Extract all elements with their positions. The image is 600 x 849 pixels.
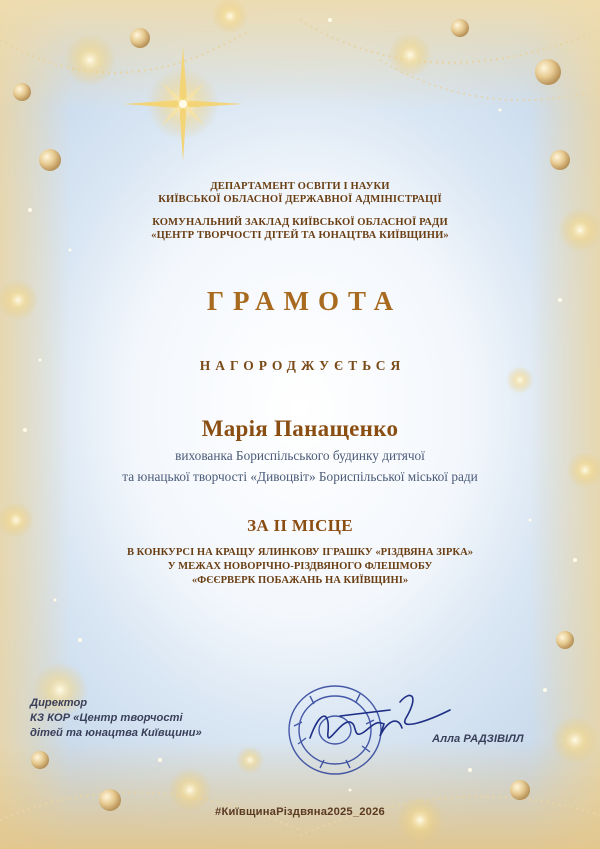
recipient-description-line1: вихованка Бориспільського будинку дитячої	[175, 448, 425, 463]
signer-name: Алла РАДЗІВІЛЛ	[432, 733, 524, 745]
administration-name: КИЇВСЬКОЇ ОБЛАСНОЇ ДЕРЖАВНОЇ АДМІНІСТРАЦІЇ	[158, 194, 442, 205]
position-line2: КЗ КОР «Центр творчості	[30, 712, 183, 724]
official-seal-icon	[280, 680, 460, 780]
contest-line3: «ФЄЄРВЕРК ПОБАЖАНЬ НА КИЇВЩИНІ»	[191, 575, 409, 586]
signatory-position	[30, 696, 202, 741]
position-line3: дітей та юнацтва Київщини»	[30, 727, 202, 739]
institution-type: КОМУНАЛЬНИЙ ЗАКЛАД КИЇВСЬКОЇ ОБЛАСНОЇ РАДИ	[152, 217, 448, 228]
contest-line2: У МЕЖАХ НОВОРІЧНО-РІЗДВЯНОГО ФЛЕШМОБУ	[167, 561, 433, 572]
department-name: ДЕПАРТАМЕНТ ОСВІТИ І НАУКИ	[210, 181, 390, 192]
footer-hashtag: #КиївщинаРіздвяна2025_2026	[215, 806, 385, 818]
recipient-description-line2: та юнацької творчості «Дивоцвіт» Бориспільської міської ради	[122, 469, 478, 484]
recipient-name: Марія Панащенко	[201, 416, 399, 441]
institution-name: «ЦЕНТР ТВОРЧОСТІ ДІТЕЙ ТА ЮНАЦТВА КИЇВЩИНИ»	[151, 230, 449, 241]
certificate-title: ГРАМОТА	[206, 286, 403, 316]
contest-line1: В КОНКУРСІ НА КРАЩУ ЯЛИНКОВУ ІГРАШКУ «РІЗДВЯНА ЗІРКА»	[126, 547, 474, 558]
awarded-label: НАГОРОДЖУЄТЬСЯ	[199, 358, 406, 373]
position-line1: Директор	[30, 697, 88, 709]
award-place: ЗА ІІ МІСЦЕ	[247, 516, 353, 535]
